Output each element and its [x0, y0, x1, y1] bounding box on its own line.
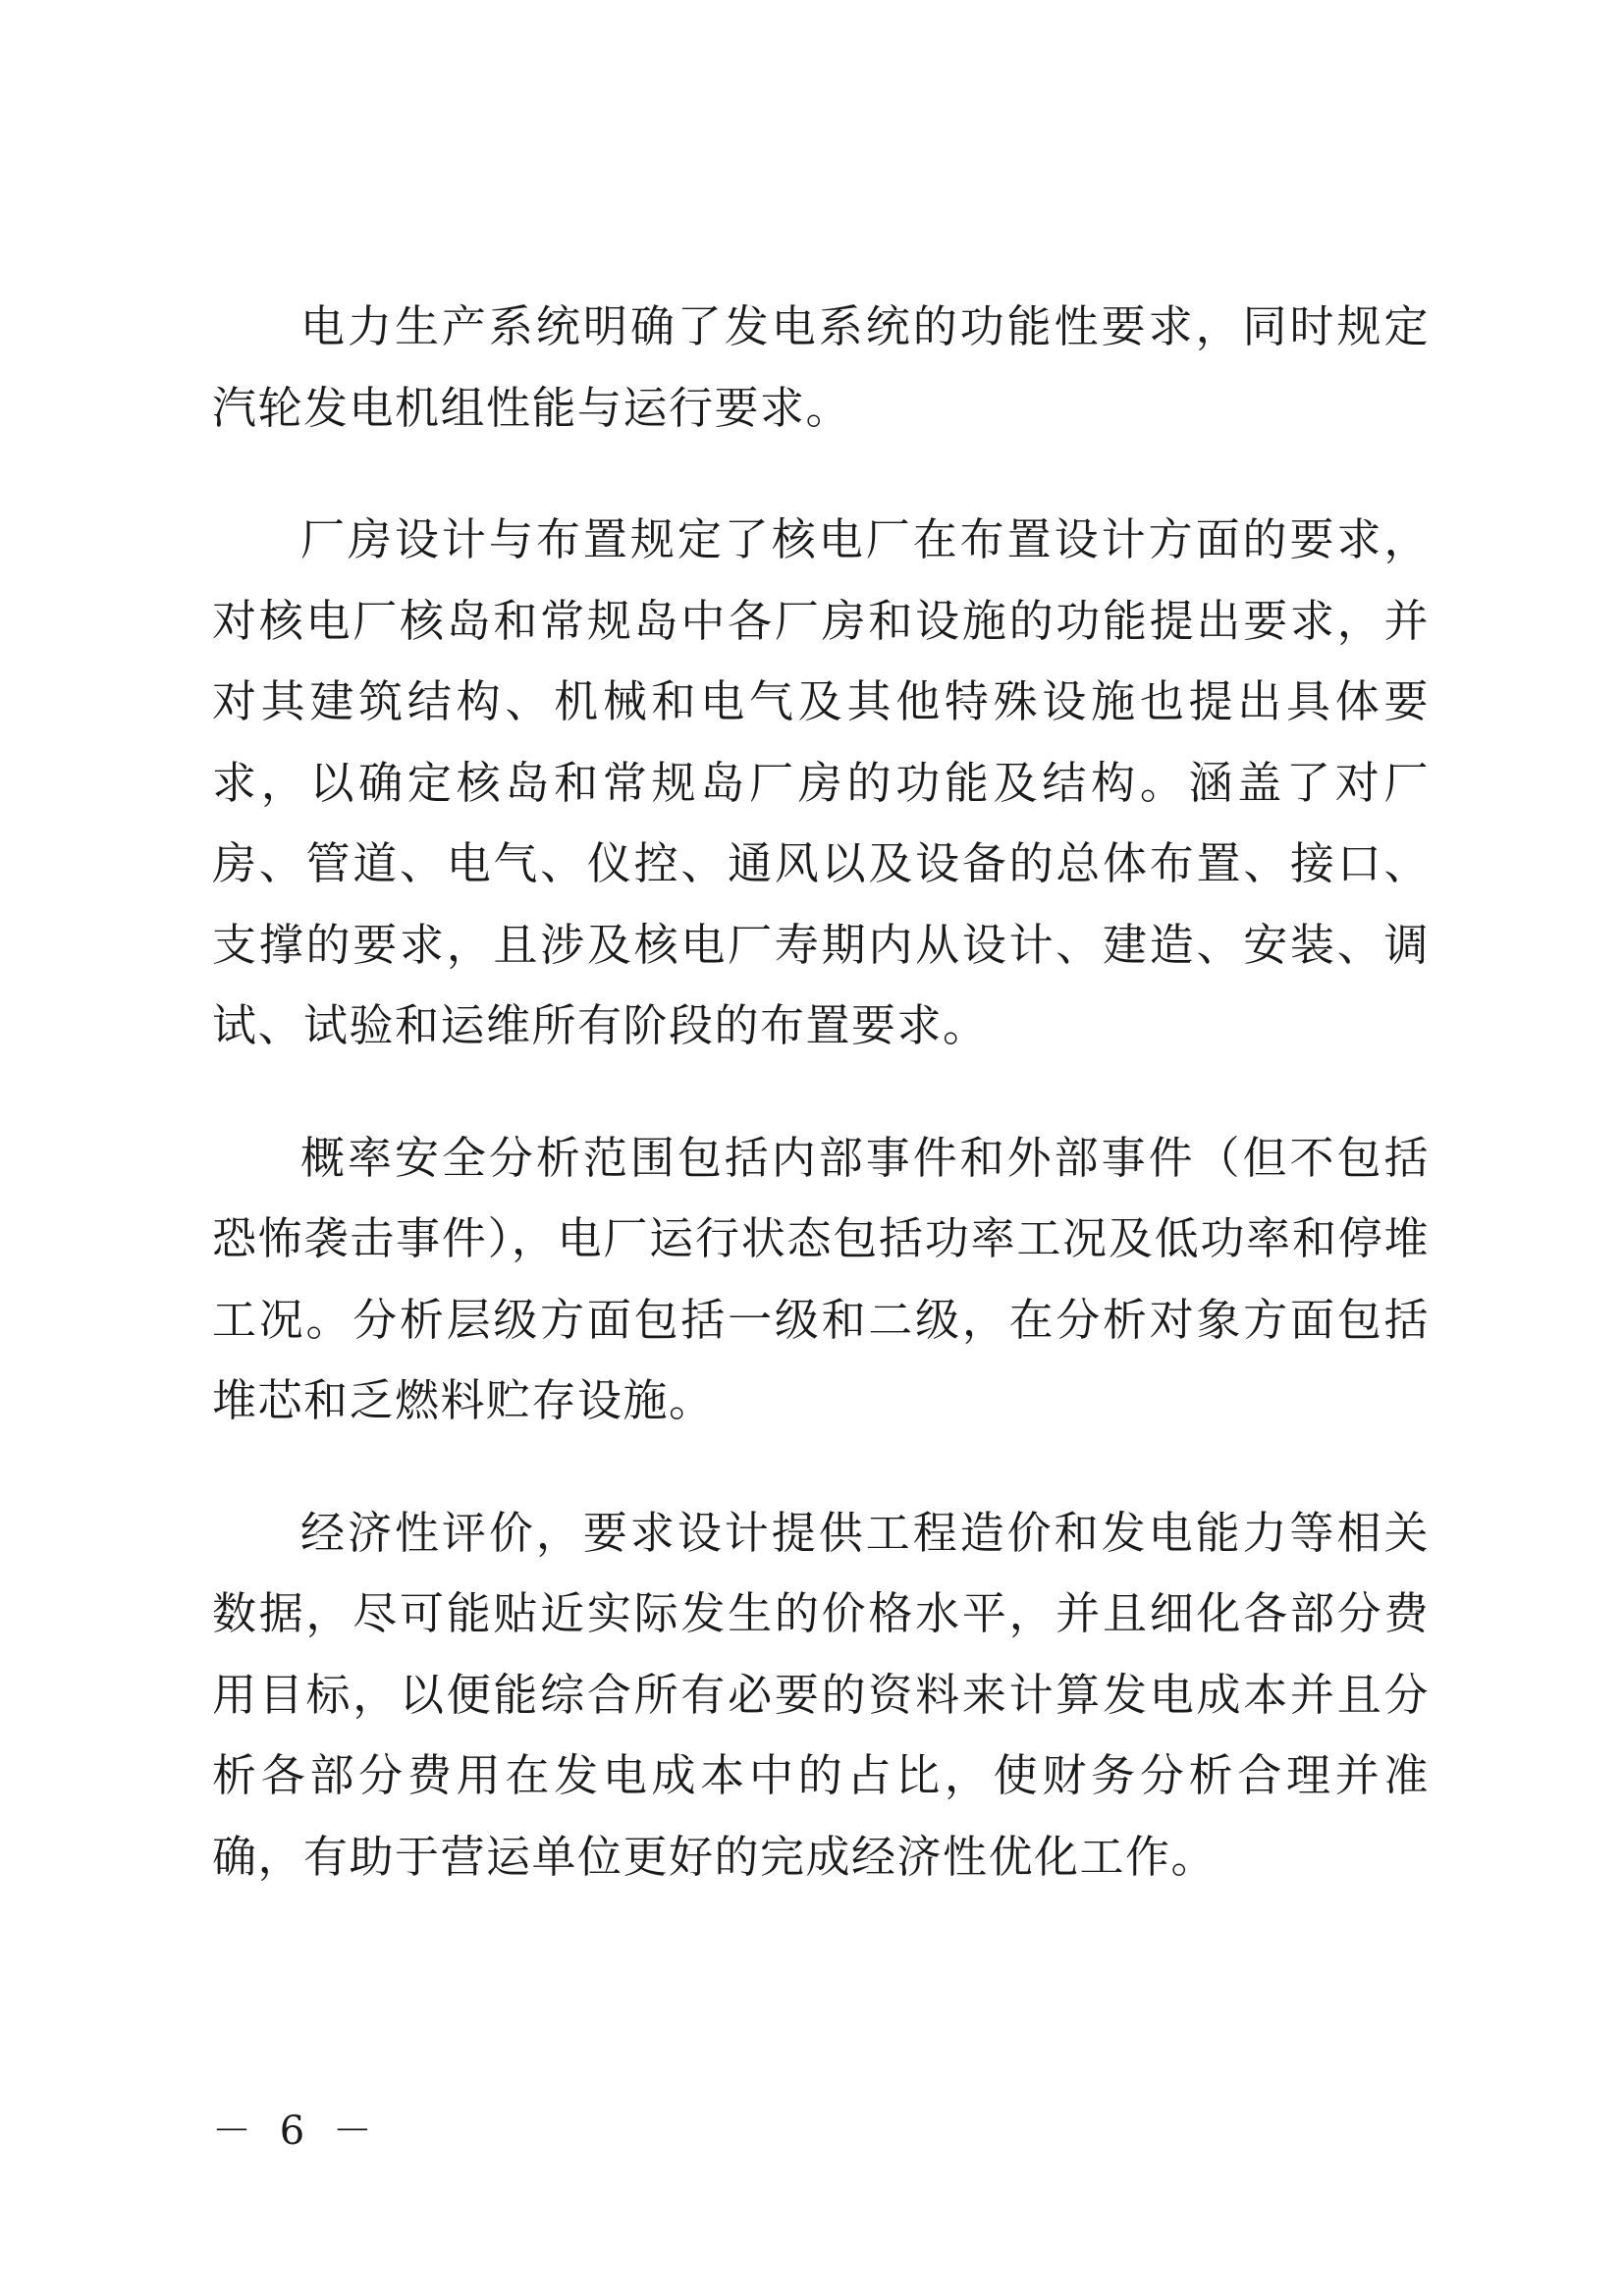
paragraph-probabilistic-safety: 概率安全分析范围包括内部事件和外部事件（但不包括恐怖袭击事件），电厂运行状态包括功率工况及低功率和停堆工况。分析层级方面包括一级和二级，在分析对象方面包括堆芯和乏燃料贮存设施。: [212, 1131, 1430, 1426]
page-number: － 6 －: [212, 2109, 380, 2154]
paragraph-economic-evaluation: 经济性评价，要求设计提供工程造价和发电能力等相关数据，尽可能贴近实际发生的价格水平，并且细化各部分费用目标，以便能综合所有必要的资料来计算发电成本并且分析各部分费用在发电成本中的占比，使财务分析合理并准确，有助于营运单位更好的完成经济性优化工作。: [212, 1506, 1430, 1883]
document-body: [212, 287, 1430, 1949]
paragraph-power-production: 电力生产系统明确了发电系统的功能性要求，同时规定汽轮发电机组性能与运行要求。: [212, 300, 1430, 434]
paragraph-plant-layout: 厂房设计与布置规定了核电厂在布置设计方面的要求，对核电厂核岛和常规岛中各厂房和设施的功能提出要求，并对其建筑结构、机械和电气及其他特殊设施也提出具体要求，以确定核岛和常规岛厂房的功能及结构。涵盖了对厂房、管道、电气、仪控、通风以及设备的总体布置、接口、支撑的要求，且涉及核电厂寿期内从设计、建造、安装、调试、试验和运维所有阶段的布置要求。: [212, 513, 1430, 1051]
